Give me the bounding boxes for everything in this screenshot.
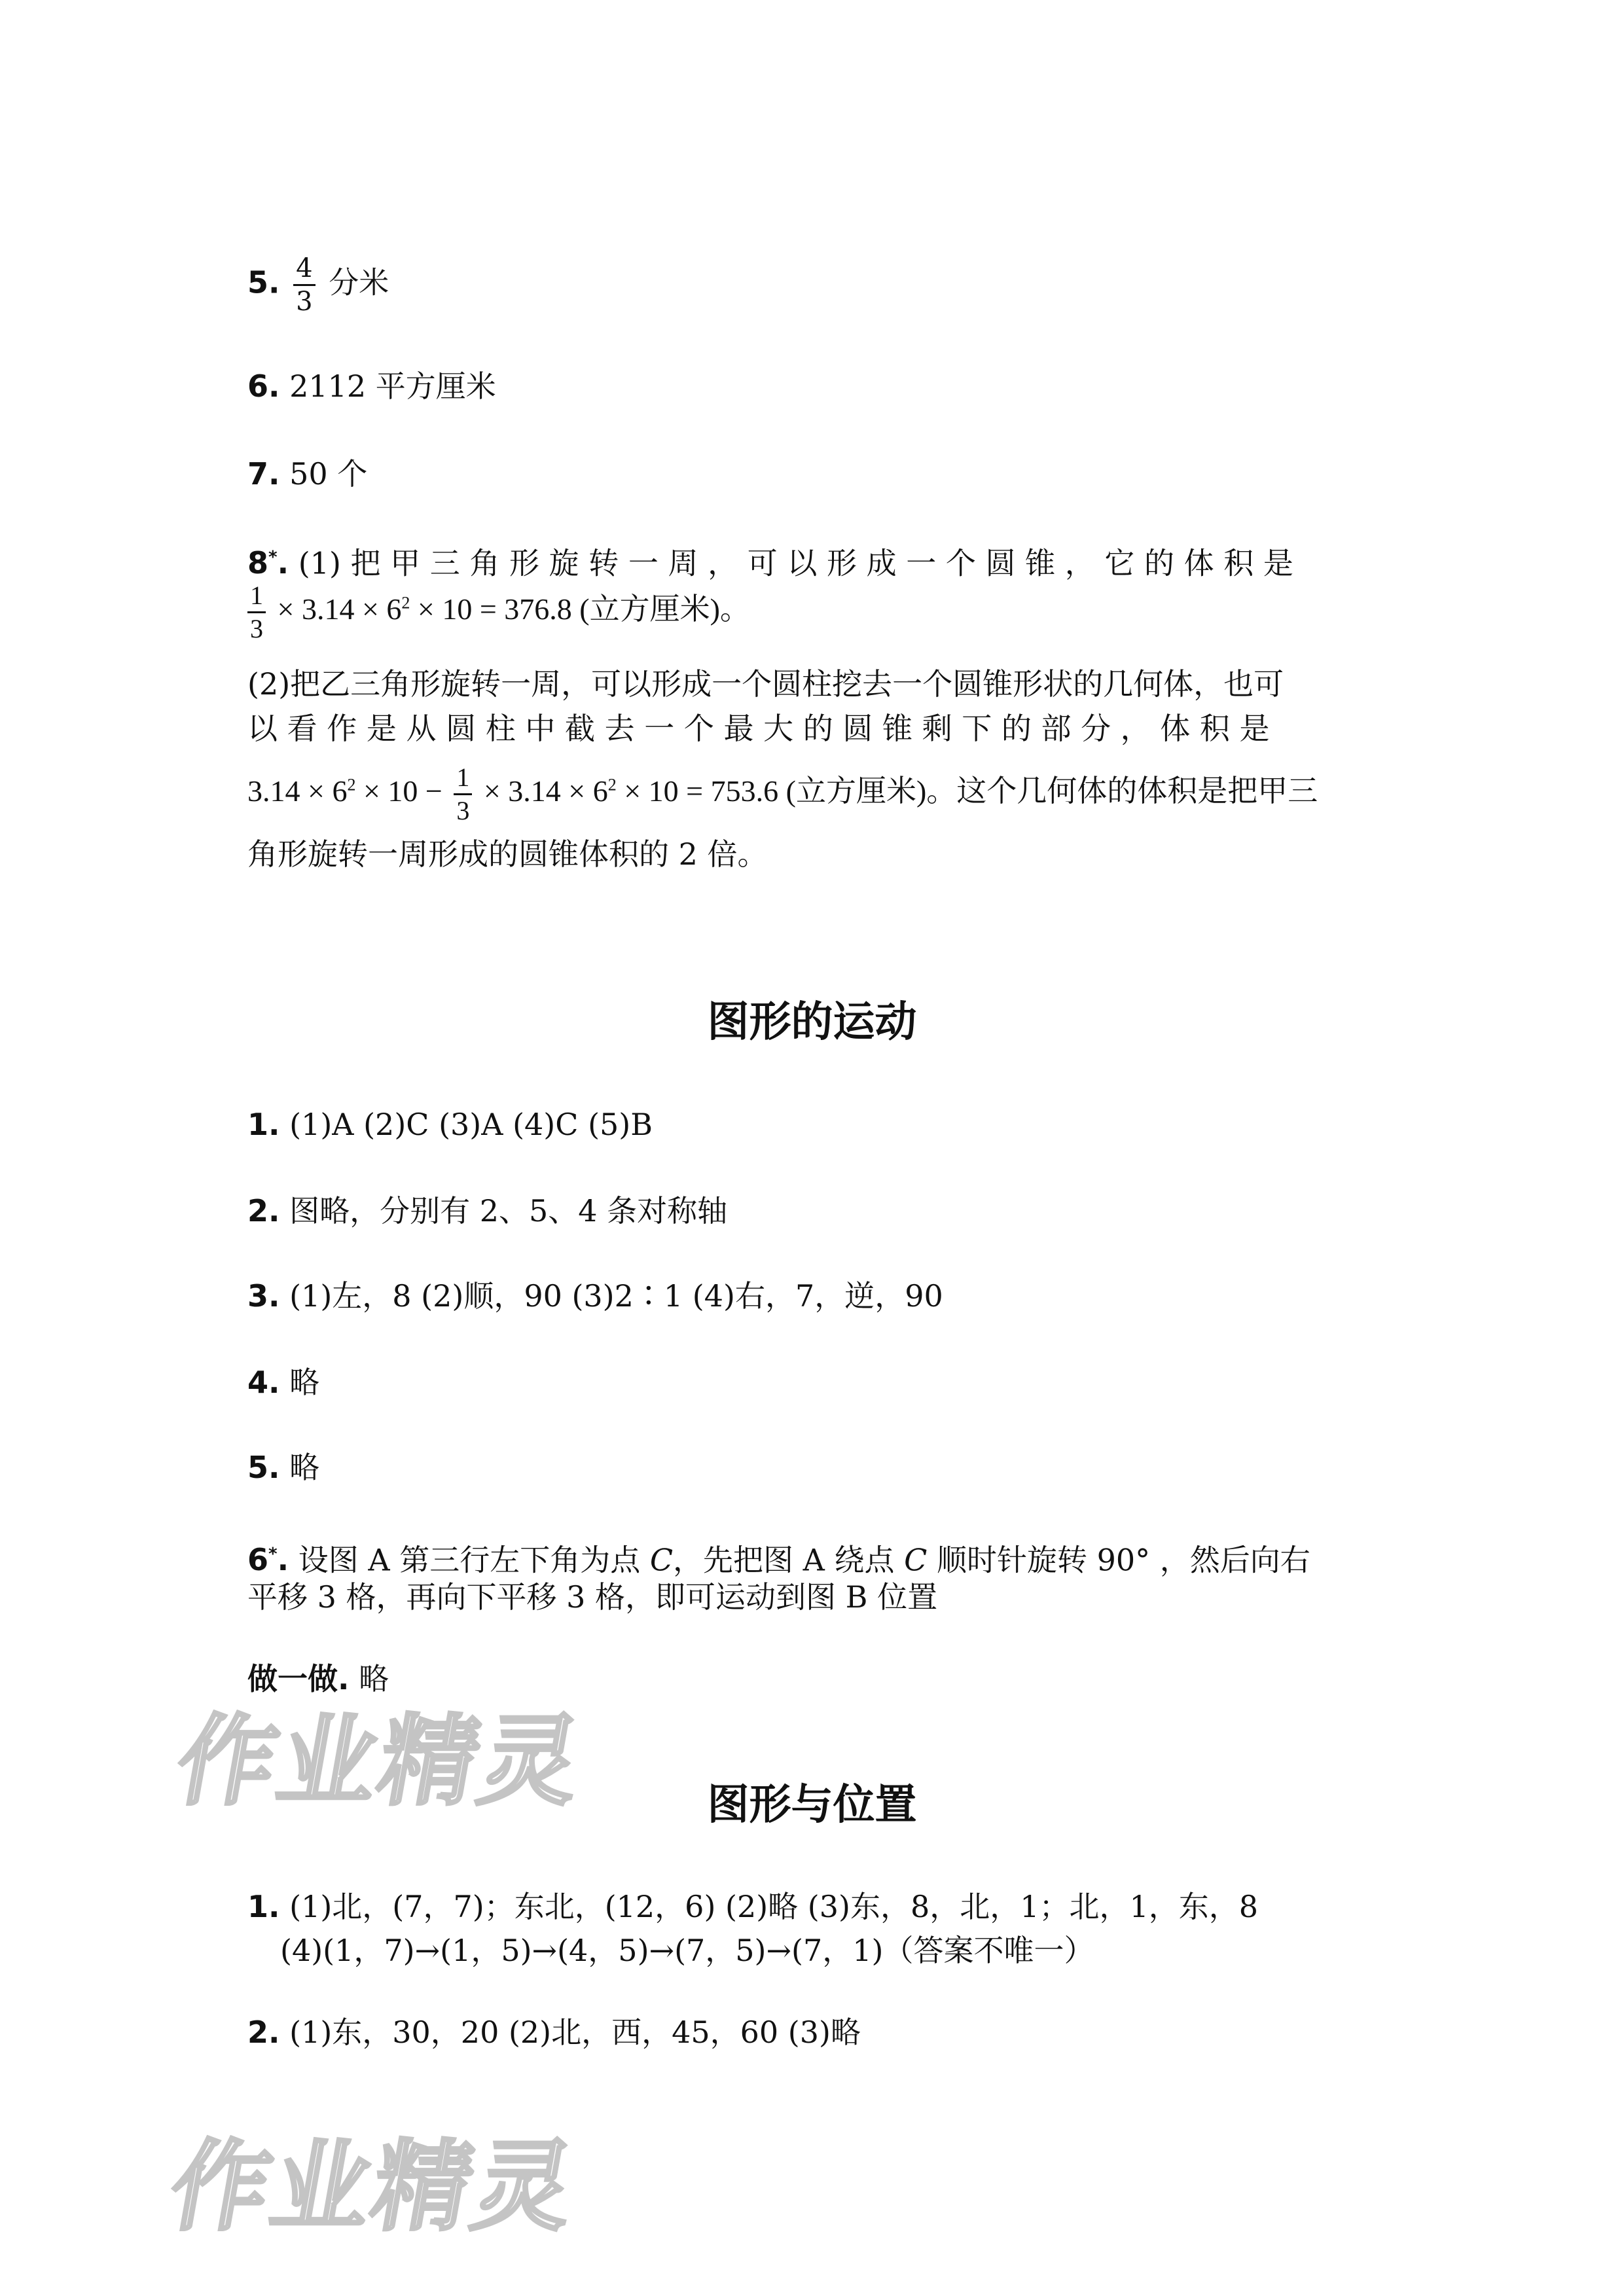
item-number: 4. bbox=[247, 1365, 280, 1400]
item-number: 5. bbox=[247, 264, 280, 300]
try-it-label: 做一做. bbox=[247, 1661, 350, 1696]
section1-answer-2 bbox=[247, 1191, 727, 1230]
item-number: 8*. bbox=[247, 545, 289, 581]
answer-5 bbox=[247, 255, 389, 315]
item-number: 1. bbox=[247, 1107, 280, 1142]
unit: (立方厘米)。 bbox=[579, 592, 750, 626]
fraction-numerator: 1 bbox=[247, 583, 266, 613]
watermark: 作业精灵 bbox=[162, 2130, 585, 2244]
answer-text: (立方厘米)。这个几何体的体积是把甲三 bbox=[785, 774, 1318, 808]
answer-text: 50 个 bbox=[289, 456, 368, 492]
exponent: 2 bbox=[347, 775, 356, 795]
formula: 3.14 × 6 bbox=[247, 774, 348, 808]
answer-text: 图略，分别有 2、5、4 条对称轴 bbox=[289, 1193, 728, 1229]
section2-answer-2 bbox=[247, 2013, 861, 2052]
answer-text: 平移 3 格，再向下平移 3 格，即可运动到图 B 位置 bbox=[247, 1579, 938, 1615]
section-title: 图形的运动 bbox=[707, 998, 917, 1047]
fraction-denominator: 3 bbox=[456, 796, 470, 825]
item-number: 3. bbox=[247, 1278, 280, 1314]
fraction-numerator: 1 bbox=[454, 764, 472, 795]
answer-text: 角形旋转一周形成的圆锥体积的 2 倍。 bbox=[247, 836, 768, 872]
item-number: 6. bbox=[247, 368, 280, 404]
point-label: C bbox=[904, 1542, 928, 1578]
exponent: 2 bbox=[401, 593, 410, 613]
answer-text: 略 bbox=[289, 1365, 320, 1400]
answer-text: (1) 把 甲 三 角 形 旋 转 一 周 ， 可 以 形 成 一 个 圆 锥 ， 它 的 体 积 是 bbox=[298, 545, 1293, 581]
answer-text: 略 bbox=[359, 1661, 389, 1696]
item-number: 1. bbox=[247, 1889, 280, 1924]
item-number: 2. bbox=[247, 2015, 280, 2050]
formula: × 3.14 × 6 bbox=[483, 774, 608, 808]
answer-text: 略 bbox=[289, 1450, 320, 1485]
answer-8-part2-line2 bbox=[247, 709, 1270, 748]
section1-answer-6-line2 bbox=[247, 1577, 937, 1617]
item-number: 2. bbox=[247, 1193, 280, 1229]
answer-unit: 分米 bbox=[329, 264, 389, 300]
formula: × 10 − bbox=[355, 774, 442, 808]
section1-answer-1 bbox=[247, 1105, 653, 1144]
answer-text: 2112 平方厘米 bbox=[289, 368, 496, 404]
section-title: 图形与位置 bbox=[707, 1781, 917, 1829]
answer-text: (1)东，30，20 (2)北，西，45，60 (3)略 bbox=[289, 2015, 861, 2050]
answer-text: (2)把乙三角形旋转一周，可以形成一个圆柱挖去一个圆锥形状的几何体，也可 bbox=[247, 666, 1284, 702]
item-number: 7. bbox=[247, 456, 280, 492]
point-label: C bbox=[649, 1542, 674, 1578]
fraction bbox=[454, 764, 472, 824]
fraction-numerator: 4 bbox=[293, 255, 315, 286]
answer-6 bbox=[247, 367, 496, 406]
section1-answer-5 bbox=[247, 1448, 319, 1487]
fraction-denominator: 3 bbox=[296, 287, 313, 317]
answer-text: (4)(1，7)→(1，5)→(4，5)→(7，5)→(7，1)（答案不唯一） bbox=[280, 1933, 1094, 1968]
formula: × 3.14 × 6 bbox=[277, 592, 402, 626]
watermark: 作业精灵 bbox=[168, 1705, 592, 1819]
item-number: 6*. bbox=[247, 1542, 289, 1578]
answer-8-part2-formula bbox=[247, 764, 1318, 824]
answer-8-part2-line1 bbox=[247, 664, 1284, 704]
exponent: 2 bbox=[607, 775, 617, 795]
section1-answer-3 bbox=[247, 1276, 943, 1316]
answer-text: ，先把图 A 绕点 bbox=[673, 1542, 905, 1578]
answer-7 bbox=[247, 454, 367, 493]
fraction-denominator: 3 bbox=[250, 614, 263, 643]
answer-text: 设图 A 第三行左下角为点 bbox=[298, 1542, 650, 1578]
fraction bbox=[293, 255, 315, 315]
section2-answer-1-line1 bbox=[247, 1887, 1258, 1926]
answer-8-part2-line4 bbox=[247, 834, 768, 874]
section1-answer-6-line1 bbox=[247, 1535, 1310, 1579]
answer-text: 以 看 作 是 从 圆 柱 中 截 去 一 个 最 大 的 圆 锥 剩 下 的 部 分 ， 体 积 是 bbox=[247, 711, 1270, 746]
answer-8-part1-line1 bbox=[247, 538, 1293, 583]
answer-text: (1)北，(7，7)；东北，(12，6) (2)略 (3)东，8，北，1；北，1，东，8 bbox=[289, 1889, 1259, 1924]
section2-answer-1-line2 bbox=[280, 1931, 1094, 1970]
answer-8-part1-formula bbox=[247, 583, 750, 642]
answer-text: (1)A (2)C (3)A (4)C (5)B bbox=[289, 1107, 653, 1142]
answer-text: (1)左，8 (2)顺，90 (3)2∶1 (4)右，7，逆，90 bbox=[289, 1278, 943, 1314]
fraction bbox=[247, 583, 266, 642]
formula: × 10 = 376.8 bbox=[410, 592, 572, 626]
formula: × 10 = 753.6 bbox=[616, 774, 779, 808]
answer-text: 顺时针旋转 90° ，然后向右 bbox=[927, 1542, 1310, 1578]
section1-answer-4 bbox=[247, 1363, 319, 1402]
item-number: 5. bbox=[247, 1450, 280, 1485]
